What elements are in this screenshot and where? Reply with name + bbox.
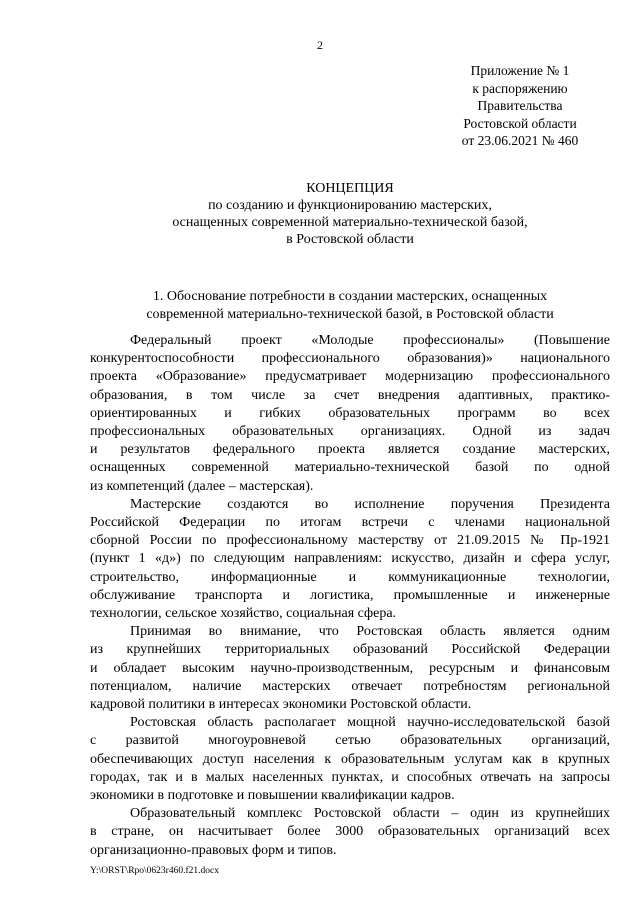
approval-line: Ростовской области	[463, 115, 577, 131]
paragraph	[90, 714, 610, 805]
paragraph-line: проекта «Образование» предусматривает модернизацию профессионального	[90, 369, 610, 385]
paragraph-line: и результатов федерального проекта является создание мастерских,	[90, 442, 610, 458]
paragraph-line: обеспечивающих доступ населения к образовательным услугам как в крупных	[90, 751, 610, 767]
paragraph-line: организационно-правовых форм и типов.	[90, 842, 337, 858]
title-subtitle-line: оснащенных современной материально-технической базой,	[172, 215, 528, 230]
footer-file-path: Y:\ORST\Rpo\0623r460.f21.docx	[90, 866, 219, 876]
approval-line: к распоряжению	[472, 80, 568, 96]
paragraph-line: профессиональных образовательных организациях. Одной из задач	[90, 424, 610, 440]
paragraph-line: обслуживание транспорта и логистика, промышленные и инженерные	[90, 587, 610, 603]
paragraph-line: с развитой многоуровневой сетью образовательных организаций,	[90, 733, 610, 749]
paragraph-line: технологии, сельское хозяйство, социальная сфера.	[90, 606, 397, 622]
page-number: 2	[317, 38, 323, 52]
paragraph-line: из крупнейших территориальных образований Российской Федерации	[90, 642, 610, 658]
paragraph-line: Образовательный комплекс Ростовской области – один из крупнейших	[130, 806, 610, 822]
approval-line: от 23.06.2021 № 460	[461, 133, 579, 148]
paragraph-line: ориентированных и гибких образовательных программ во всех	[90, 405, 610, 421]
paragraph-line: Мастерские создаются во исполнение поручения Президента	[130, 496, 610, 512]
section-heading	[95, 288, 605, 324]
section-heading-line: современной материально-технической базой, в Ростовской области	[146, 307, 554, 322]
paragraph-line: Федеральный проект «Молодые профессионалы» (Повышение	[130, 333, 610, 348]
paragraph-line: (пункт 1 «д») по следующим направлениям: искусство, дизайн и сфера услуг,	[90, 551, 610, 567]
title-subtitle-line: в Ростовской области	[286, 232, 414, 247]
approval-line: Приложение № 1	[470, 63, 570, 78]
section-heading-line: 1. Обоснование потребности в создании мастерских, оснащенных	[152, 289, 548, 304]
paragraph	[90, 805, 610, 860]
paragraph-line: потенциалом, наличие мастерских отвечает потребностям региональной	[90, 678, 610, 694]
paragraph	[90, 623, 610, 714]
paragraph-line: сборной России по профессиональному мастерству от 21.09.2015 № Пр-1921	[90, 533, 610, 549]
document-body	[90, 332, 610, 860]
paragraph-line: и обладает высоким научно-производственным, ресурсным и финансовым	[90, 660, 610, 676]
title-subtitle-line: по созданию и функционированию мастерских,	[208, 198, 492, 213]
paragraph-line: кадровой политики в интересах экономики Ростовской области.	[90, 697, 472, 713]
approval-block	[445, 62, 595, 150]
paragraph-line: экономики в подготовке и повышении квалификации кадров.	[90, 788, 455, 804]
document-title	[100, 180, 600, 248]
paragraph-line: из компетенций (далее – мастерская).	[90, 478, 314, 494]
paragraph-line: в стране, он насчитывает более 3000 образовательных организаций всех	[90, 824, 610, 840]
paragraph-line: городах, так и в малых населенных пунктах, и способных отвечать на запросы	[90, 769, 610, 785]
paragraph-line: Ростовская область располагает мощной научно-исследовательской базой	[130, 715, 610, 731]
paragraph-line: Принимая во внимание, что Ростовская область является одним	[130, 624, 610, 640]
paragraph-line: конкурентоспособности профессионального образования)» национального	[90, 351, 610, 367]
title-heading: КОНЦЕПЦИЯ	[306, 181, 394, 196]
paragraph	[90, 332, 610, 496]
paragraph-line: оснащенных современной материально-технической базой по одной	[90, 460, 610, 476]
approval-line: Правительства	[477, 98, 563, 113]
paragraph-line: строительство, информационные и коммуникационные технологии,	[90, 569, 610, 585]
paragraph-line: образования, в том числе за счет внедрения адаптивных, практико-	[90, 387, 610, 403]
paragraph	[90, 496, 610, 623]
paragraph-line: Российской Федерации по итогам встречи с членами национальной	[90, 515, 610, 531]
